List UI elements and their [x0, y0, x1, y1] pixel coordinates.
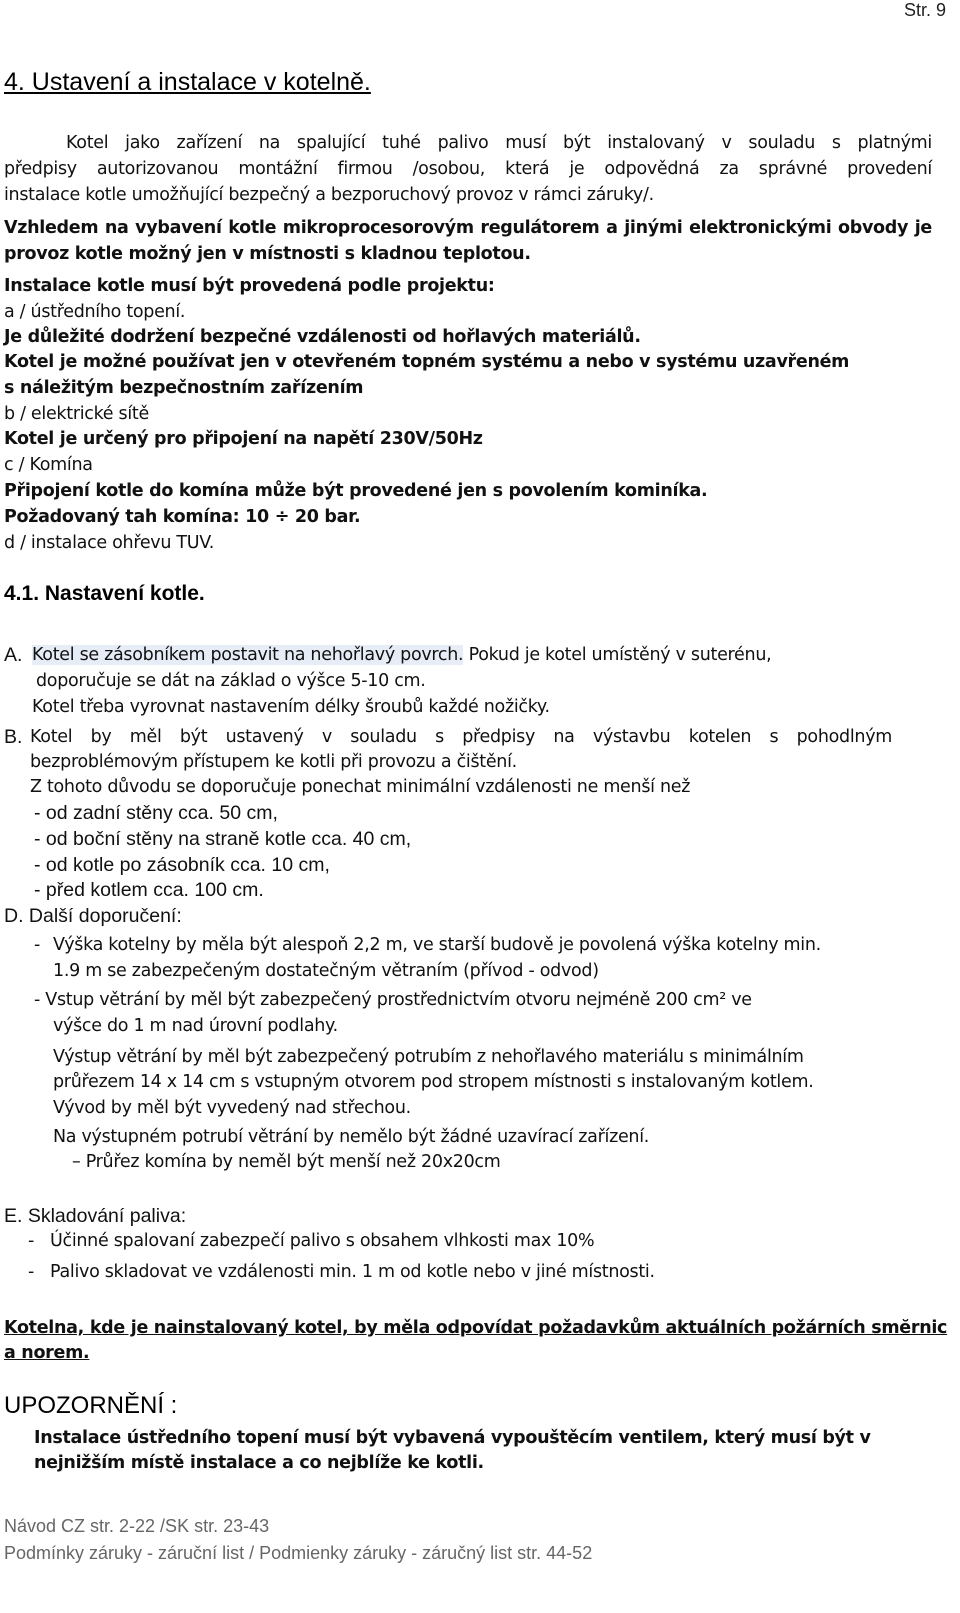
item-b-letter: B. — [4, 726, 23, 748]
instalace-heading: Instalace kotle musí být provedená podle projektu: — [4, 276, 495, 296]
distance-item: - od boční stěny na straně kotle cca. 40 cm, — [34, 828, 412, 850]
intro-line-3: instalace kotle umožňující bezpečný a bezporuchový provoz v rámci záruky/. — [4, 185, 654, 205]
warning-line-1: Instalace ústředního topení musí být vybavená vypouštěcím ventilem, který musí být v — [34, 1428, 871, 1448]
item-a-line-3: Kotel třeba vyrovnat nastavením délky šroubů každé nožičky. — [32, 697, 550, 717]
item-e-1-text: Účinné spalovaní zabezpečí palivo s obsahem vlhkosti max 10% — [50, 1231, 595, 1251]
item-e-2 — [28, 1260, 655, 1284]
distance-item: - od kotle po zásobník cca. 10 cm, — [34, 854, 330, 876]
instalace-item-c: c / Komína — [4, 455, 93, 475]
intro-line-2: předpisy autorizovanou montážní firmou /osobou, která je odpovědná za správné provedení — [4, 159, 932, 179]
norm-note-line-1: Kotelna, kde je nainstalovaný kotel, by měla odpovídat požadavkům aktuálních požárních smĕrnic — [4, 1318, 948, 1338]
item-d-1-line-2: 1.9 m se zabezpečeným dostatečným větraním (přívod - odvod) — [53, 961, 599, 981]
item-d-3-line-2: průřezem 14 x 14 cm s vstupným otvorem pod stropem místnosti s instalovaným kotlem. — [53, 1072, 814, 1092]
item-a-letter: A. — [4, 644, 23, 666]
distance-item: - od zadní stěny cca. 50 cm, — [34, 802, 278, 824]
instalace-a-note2-line-2: s náležitým bezpečnostním zařízením — [4, 378, 364, 398]
item-a-line-1 — [32, 643, 771, 667]
item-e-dash: - — [28, 1262, 35, 1282]
intro-line-1: Kotel jako zařízení na spalující tuhé palivo musí být instalovaný v souladu s platnými — [66, 133, 932, 153]
instalace-item-a: a / ústředního topení. — [4, 302, 186, 322]
footer-line-1: Návod CZ str. 2-22 /SK str. 23-43 — [4, 1516, 270, 1536]
item-b-line-3: Z tohoto důvodu se doporučuje ponechat minimální vzdálenosti ne menší než — [30, 777, 691, 797]
item-d-5: – Průřez komína by neměl být menší než 20x20cm — [72, 1152, 501, 1172]
item-a-line-1-rest: Pokud je kotel umístěný v suterénu, — [463, 645, 772, 665]
instalace-a-note: Je důležité dodržení bezpečné vzdálenosti od hořlavých materiálů. — [4, 327, 641, 347]
warning-line-2: nejnižším místě instalace a co nejblíže ke kotli. — [34, 1453, 484, 1473]
distance-item: - před kotlem cca. 100 cm. — [34, 879, 264, 901]
item-e-2-text: Palivo skladovat ve vzdálenosti min. 1 m od kotle nebo v jiné místnosti. — [50, 1262, 655, 1282]
instalace-b-note: Kotel je určený pro připojení na napětí 230V/50Hz — [4, 429, 483, 449]
instalace-c-note: Připojení kotle do komína může být provedené jen s povolením kominíka. — [4, 481, 708, 501]
instalace-c-note2: Požadovaný tah komína: 10 ÷ 20 bar. — [4, 507, 361, 527]
norm-note-line-2: a norem. — [4, 1343, 90, 1363]
item-b-line-2: bezproblémovým přístupem ke kotli při provozu a čištění. — [30, 752, 517, 772]
footer-line-2: Podmínky záruky - záruční list / Podmienky záruky - záručný list str. 44-52 — [4, 1543, 593, 1563]
vzhledem-line-1: Vzhledem na vybavení kotle mikroprocesorovým regulátorem a jinými elektronickými obvody je — [4, 218, 932, 238]
section-title: 4. Ustavení a instalace v kotelně. — [4, 68, 371, 96]
instalace-a-note2-line-1: Kotel je možné používat jen v otevřeném topném systému a nebo v systému uzavřeném — [4, 352, 850, 372]
item-e-title: E. Skladování paliva: — [4, 1205, 187, 1227]
item-d-2-line-1: - Vstup větrání by měl být zabezpečený prostřednictvím otvoru nejméně 200 cm² ve — [34, 990, 752, 1010]
item-d-1-line-1: Výška kotelny by měla být alespoň 2,2 m, ve starší budově je povolená výška kotelny min. — [53, 935, 821, 955]
item-d-2-line-2: výšce do 1 m nad úrovní podlahy. — [53, 1016, 338, 1036]
item-d-dash: - — [34, 935, 41, 955]
instalace-item-d: d / instalace ohřevu TUV. — [4, 533, 214, 553]
vzhledem-line-2: provoz kotle možný jen v místnosti s kladnou teplotou. — [4, 244, 531, 264]
subsection-title: 4.1. Nastavení kotle. — [4, 582, 205, 605]
page-number: Str. 9 — [903, 0, 946, 20]
item-d-3-line-3: Vývod by měl být vyvedený nad střechou. — [53, 1098, 411, 1118]
item-e-dash: - — [28, 1231, 35, 1251]
item-d-4: Na výstupném potrubí větrání by nemělo být žádné uzavírací zařízení. — [53, 1127, 650, 1147]
item-d-3-line-1: Výstup větrání by měl být zabezpečený potrubím z nehořlavého materiálu s minimálním — [53, 1047, 804, 1067]
item-d-title: D. Další doporučení: — [4, 905, 182, 927]
item-a-line-2: doporučuje se dát na základ o výšce 5-10 cm. — [36, 671, 426, 691]
item-b-line-1: Kotel by měl být ustavený v souladu s předpisy na výstavbu kotelen s pohodlným — [30, 727, 892, 747]
warning-title: UPOZORNĚNÍ : — [4, 1392, 178, 1419]
item-a-highlight: Kotel se zásobníkem postavit na nehořlavý povrch. — [32, 645, 464, 665]
instalace-item-b: b / elektrické sítě — [4, 404, 149, 424]
item-e-1 — [28, 1229, 594, 1253]
